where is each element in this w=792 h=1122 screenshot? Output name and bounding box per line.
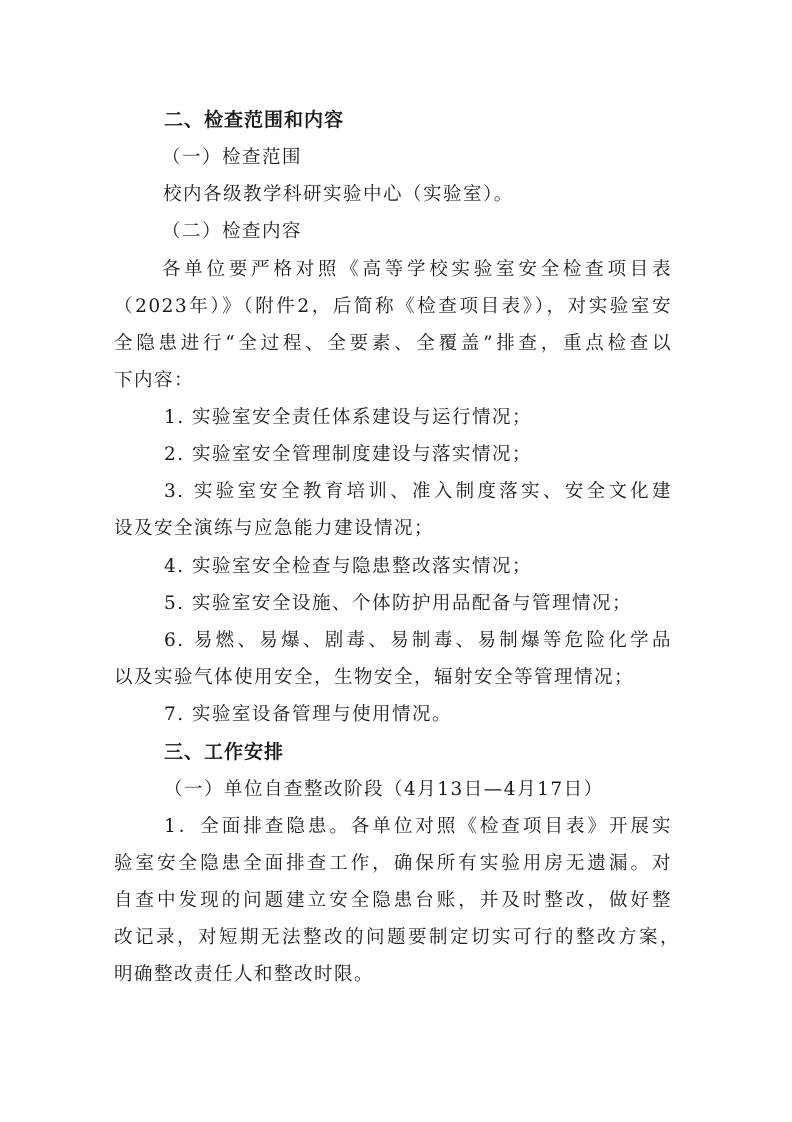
paragraph-line: 校内各级教学科研实验中心（实验室）。 bbox=[163, 184, 514, 205]
paragraph-line: 改记录，对短期无法整改的问题要制定切实可行的整改方案， bbox=[114, 927, 680, 948]
list-item-7: 7. 实验室设备管理与使用情况。 bbox=[164, 704, 453, 725]
paragraph-line: 明确整改责任人和整改时限。 bbox=[114, 964, 375, 985]
paragraph-line: 验室安全隐患全面排查工作，确保所有实验用房无遗漏。对 bbox=[114, 853, 672, 874]
paragraph-line: 自查中发现的问题建立安全隐患台账，并及时整改，做好整 bbox=[114, 890, 672, 911]
subsection-title-self-check: （一）单位自查整改阶段（4月13日—4月17日） bbox=[164, 779, 604, 800]
list-item-2: 2. 实验室安全管理制度建设与落实情况； bbox=[164, 444, 533, 465]
section-heading-2: 二、检查范围和内容 bbox=[164, 109, 345, 131]
list-item-6-cont: 以及实验气体使用安全，生物安全，辐射安全等管理情况； bbox=[114, 667, 635, 688]
list-item-6: 6. 易燃、易爆、剧毒、易制毒、易制爆等危险化学品 bbox=[164, 630, 672, 651]
paragraph-line: 1．全面排查隐患。各单位对照《检查项目表》开展实 bbox=[164, 816, 672, 837]
paragraph-line: 各单位要严格对照《高等学校实验室安全检查项目表 bbox=[162, 259, 672, 280]
section-heading-3: 三、工作安排 bbox=[164, 741, 285, 763]
paragraph-line: 全隐患进行“全过程、全要素、全覆盖”排查，重点检查以 bbox=[114, 333, 672, 354]
subsection-title-scope: （一）检查范围 bbox=[162, 147, 303, 168]
list-item-3-cont: 设及安全演练与应急能力建设情况； bbox=[114, 518, 435, 539]
list-item-3: 3. 实验室安全教育培训、准入制度落实、安全文化建 bbox=[164, 481, 672, 502]
paragraph-line: （2023年）》（附件2，后简称《检查项目表》），对实验室安 bbox=[114, 296, 672, 317]
list-item-4: 4. 实验室安全检查与隐患整改落实情况； bbox=[164, 556, 533, 577]
list-item-5: 5. 实验室安全设施、个体防护用品配备与管理情况； bbox=[164, 593, 633, 614]
subsection-title-content: （二）检查内容 bbox=[162, 221, 303, 242]
list-item-1: 1. 实验室安全责任体系建设与运行情况； bbox=[164, 407, 533, 428]
paragraph-line: 下内容： bbox=[114, 370, 195, 391]
